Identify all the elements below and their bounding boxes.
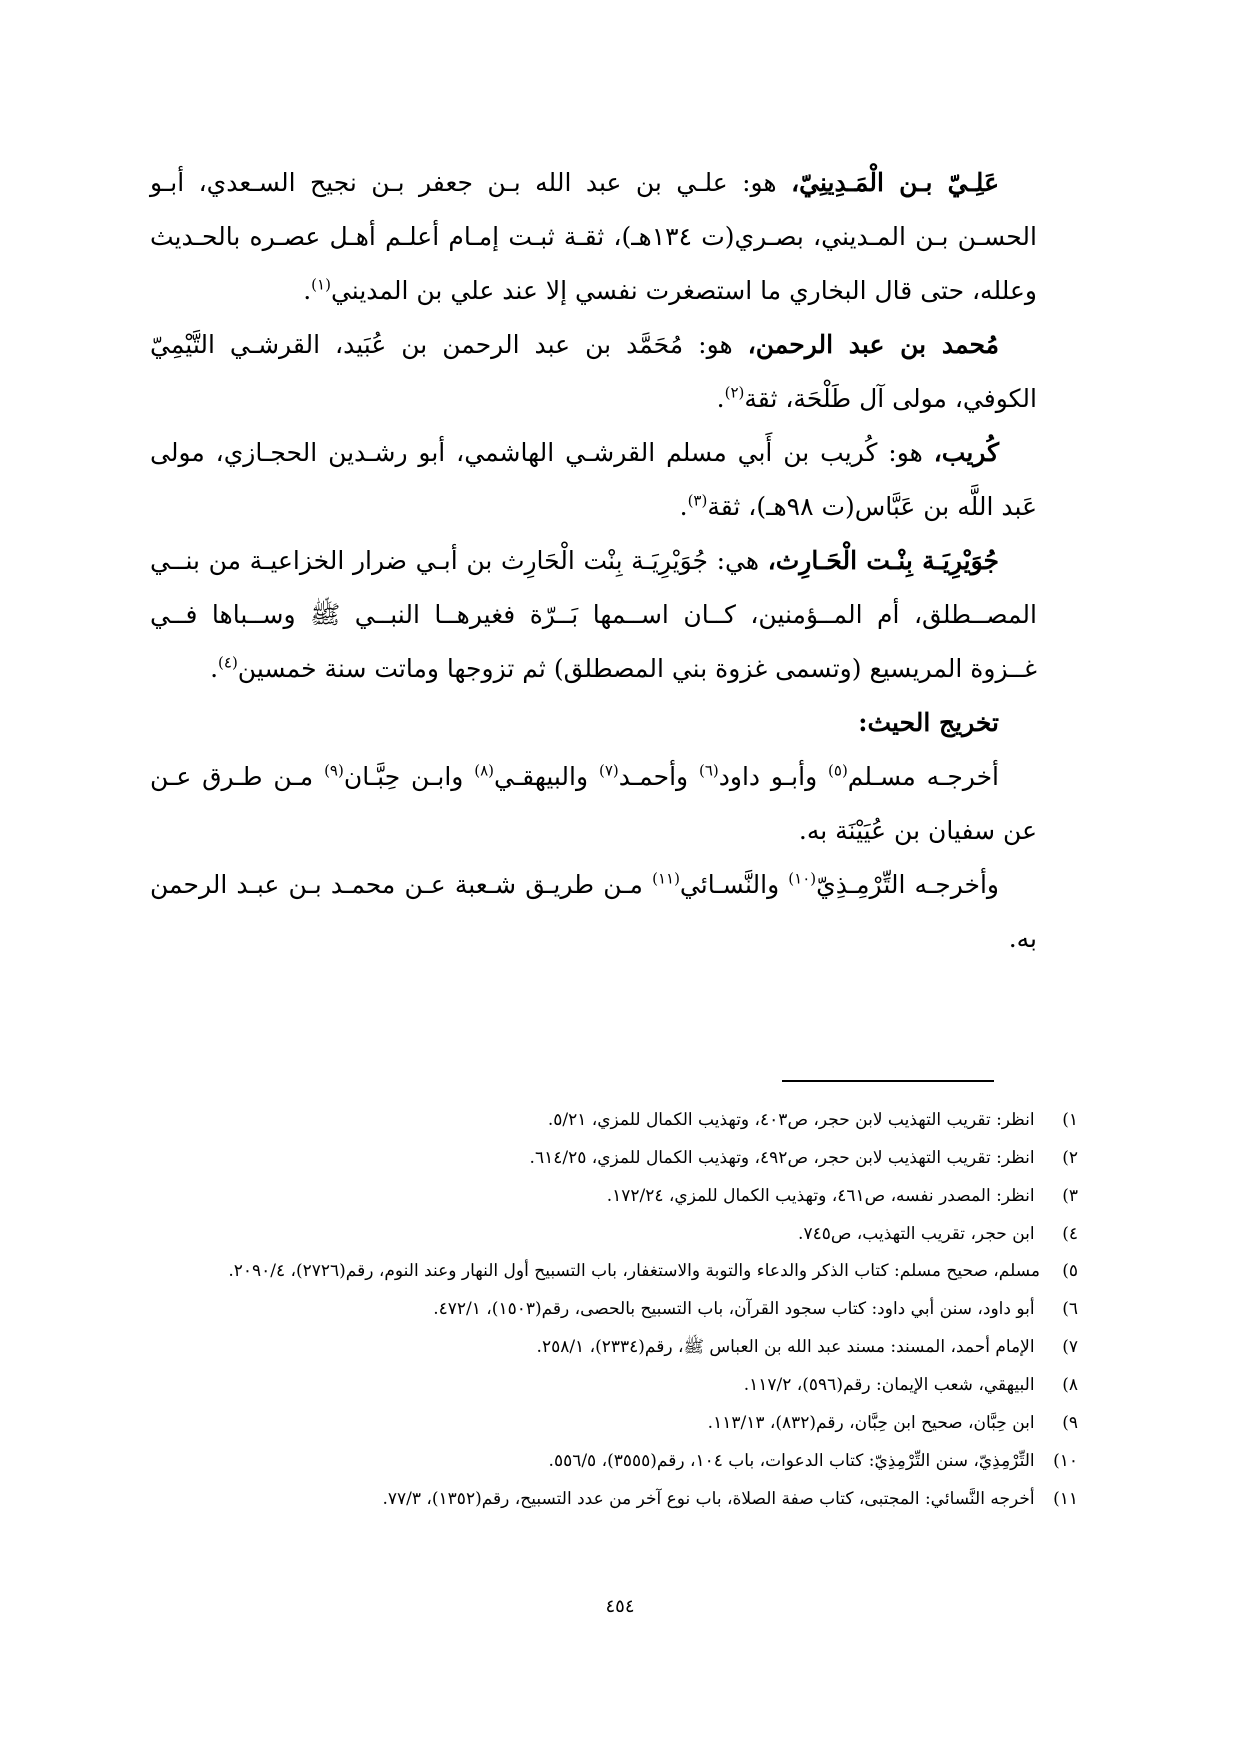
footnote-7: ٧) الإمام أحمد، المسند: مسند عبد الله بن العباس ﷺ، رقم(٢٣٣٤)، ٢٥٨/١. <box>536 1337 1078 1357</box>
footnote-text: مسلم، صحيح مسلم: كتاب الذكر والدعاء والتوبة والاستغفار، باب التسبيح أول النهار وعند النوم، رقم(٢٧٢٦)، ٢٠٩٠/٤. <box>228 1261 1040 1281</box>
narrator-name: جُوَيْرِيَـة بِنْـت الْحَـارِث، <box>767 546 999 575</box>
footnote-text: البيهقي، شعب الإيمان: رقم(٥٩٦)، ١١٧/٢. <box>743 1375 1040 1395</box>
narrator-entry-ali-ibn-al-madini <box>150 156 1037 318</box>
footnote-ref[interactable]: (٧) <box>598 761 619 780</box>
footnote-text: الإمام أحمد، المسند: مسند عبد الله بن العباس ﷺ، رقم(٢٣٣٤)، ٢٥٨/١. <box>536 1337 1040 1357</box>
narrator-bio: هو: مُحَمَّد بن عبد الرحمن بن عُبَيد، القرشـي التَّيْمِيّ الكوفي، مولى آل طَلْحَة، ثقة <box>150 330 1037 413</box>
footnote-text: أخرجه النَّسائي: المجتبى، كتاب صفة الصلاة، باب نوع آخر من عدد التسبيح، رقم(١٣٥٢)، ٧٧/٣. <box>382 1489 1040 1509</box>
text-run: وابـن حِبَّـان <box>343 762 475 791</box>
text-run: وأبـو داود <box>718 762 829 791</box>
footnote-ref[interactable]: (٩) <box>324 761 344 780</box>
text-run: وأحمـد <box>618 762 699 791</box>
narrator-entry-juwayriya <box>150 534 1037 696</box>
page-number: ٤٥٤ <box>605 1596 635 1617</box>
footnote-text: انظر: تقريب التهذيب لابن حجر، ص٤٩٢، وتهذيب الكمال للمزي، ٦١٤/٢٥. <box>529 1148 1040 1168</box>
text-run: مـن طريـق شـعبة عـن محمـد بـن عبـد الرحمن به. <box>150 870 1037 953</box>
sentence-end: . <box>716 384 725 413</box>
sentence-end: . <box>679 492 688 521</box>
footnote-ref[interactable]: (١) <box>311 275 331 294</box>
footnote-text: ابن حِبَّان، صحيح ابن حِبَّان، رقم(٨٣٢)، ١١٣/١٣. <box>707 1413 1040 1433</box>
narrator-entry-muhammad-ibn-abd-al-rahman <box>150 318 1037 426</box>
narrator-entry-kurayb <box>150 426 1037 534</box>
footnote-separator <box>782 1080 994 1082</box>
footnote-ref[interactable]: (١١) <box>652 869 680 888</box>
footnote-9: ٩) ابن حِبَّان، صحيح ابن حِبَّان، رقم(٨٣٢)، ١١٣/١٣. <box>707 1413 1078 1433</box>
main-text <box>150 156 1037 966</box>
footnote-ref[interactable]: (٤) <box>218 653 238 672</box>
footnote-4: ٤) ابن حجر، تقريب التهذيب، ص٧٤٥. <box>798 1224 1078 1244</box>
footnote-ref[interactable]: (٨) <box>474 761 495 780</box>
footnote-11: ١١) أخرجه النَّسائي: المجتبى، كتاب صفة الصلاة، باب نوع آخر من عدد التسبيح، رقم(١٣٥٢)، ٧٧/٣. <box>382 1489 1078 1509</box>
footnote-10: ١٠) التِّرْمِذِيّ، سنن التِّرْمِذِيّ: كتاب الدعوات، باب ١٠٤، رقم(٣٥٥٥)، ٥٥٦/٥. <box>548 1451 1078 1471</box>
narrator-name: مُحمد بن عبد الرحمن، <box>747 330 999 359</box>
text-run: والنَّسـائي <box>679 870 789 899</box>
footnote-5: ٥)مسلم، صحيح مسلم: كتاب الذكر والدعاء والتوبة والاستغفار، باب التسبيح أول النهار وعند النوم، رقم(٢٧٢٦)، ٢٠٩٠/٤. <box>228 1261 1078 1281</box>
footnote-8: ٨) البيهقي، شعب الإيمان: رقم(٥٩٦)، ١١٧/٢. <box>743 1375 1078 1395</box>
sentence-end: . <box>210 654 219 683</box>
footnote-text: ابن حجر، تقريب التهذيب، ص٧٤٥. <box>798 1224 1040 1244</box>
footnote-ref[interactable]: (٦) <box>698 761 719 780</box>
text-run: أخرجـه مسـلم <box>847 762 999 791</box>
footnote-ref[interactable]: (١٠) <box>788 869 817 888</box>
footnote-3: ٣) انظر: المصدر نفسه، ص٤٦١، وتهذيب الكمال للمزي، ١٧٢/٢٤. <box>606 1186 1078 1206</box>
narrator-bio: هو: علـي بن عبد الله بـن جعفر بـن نجيح السـعدي، أبـو الحسـن بـن المـديني، بصـري(ت ١٣٤هـ)، ثقـة ثبـت إمـام أعلـم أهـل عصـره بالحـديث وعلله، حتى قال البخاري ما استصغرت نفسي إلا عند علي بن المديني <box>150 168 1037 305</box>
text-run: والبيهقـي <box>494 762 599 791</box>
footnote-ref[interactable]: (٥) <box>828 761 848 780</box>
footnotes <box>150 1101 1078 1518</box>
footnote-text: أبو داود، سنن أبي داود: كتاب سجود القرآن، باب التسبيح بالحصى، رقم(١٥٠٣)، ٤٧٢/١. <box>433 1299 1040 1319</box>
footnote-2: ٢) انظر: تقريب التهذيب لابن حجر، ص٤٩٢، وتهذيب الكمال للمزي، ٦١٤/٢٥. <box>529 1148 1078 1168</box>
narrator-bio: هي: جُوَيْرِيَـة بِنْت الْحَارِث بن أبـي ضرار الخزاعيـة من بنــي المصــطلق، أم المــؤمنين، كــان اســمها بَــرّة فغيرهــا النبــي ﷺ وســباها فــي غــزوة المريسيع (وتسمى غزوة بني المصطلق) ثم تزوجها وماتت سنة خمسين <box>150 546 1037 683</box>
narrator-name: عَلِـيّ بـن الْمَـدِينِيّ، <box>791 168 999 197</box>
footnote-ref[interactable]: (٢) <box>724 383 745 402</box>
narrator-bio: هو: كُريب بن أَبي مسلم القرشـي الهاشمي، أبو رشـدين الحجـازي، مولى عَبد اللَّه بن عَبَّاس(ت ٩٨هـ)، ثقة <box>150 438 1037 521</box>
takhrij-paragraph-2 <box>150 858 1037 966</box>
footnote-text: انظر: المصدر نفسه، ص٤٦١، وتهذيب الكمال للمزي، ١٧٢/٢٤. <box>606 1186 1040 1206</box>
footnote-text: التِّرْمِذِيّ، سنن التِّرْمِذِيّ: كتاب الدعوات، باب ١٠٤، رقم(٣٥٥٥)، ٥٥٦/٥. <box>548 1451 1040 1471</box>
narrator-name: كُريب، <box>933 438 999 467</box>
footnote-6: ٦) أبو داود، سنن أبي داود: كتاب سجود القرآن، باب التسبيح بالحصى، رقم(١٥٠٣)، ٤٧٢/١. <box>433 1299 1078 1319</box>
sentence-end: . <box>303 276 312 305</box>
text-run: مـن طـرق عـن عن سفيان بن عُيَيْنَة به. <box>150 762 1037 845</box>
footnote-1: ١) انظر: تقريب التهذيب لابن حجر، ص٤٠٣، وتهذيب الكمال للمزي، ٥/٢١. <box>547 1110 1078 1130</box>
section-heading: تخريج الحيث: <box>858 708 999 737</box>
footnote-ref[interactable]: (٣) <box>687 491 708 510</box>
takhrij-paragraph-1 <box>150 750 1037 858</box>
text-run: وأخرجـه التِّرْمِـذِيّ <box>816 870 1000 899</box>
footnote-text: انظر: تقريب التهذيب لابن حجر، ص٤٠٣، وتهذيب الكمال للمزي، ٥/٢١. <box>547 1110 1040 1130</box>
